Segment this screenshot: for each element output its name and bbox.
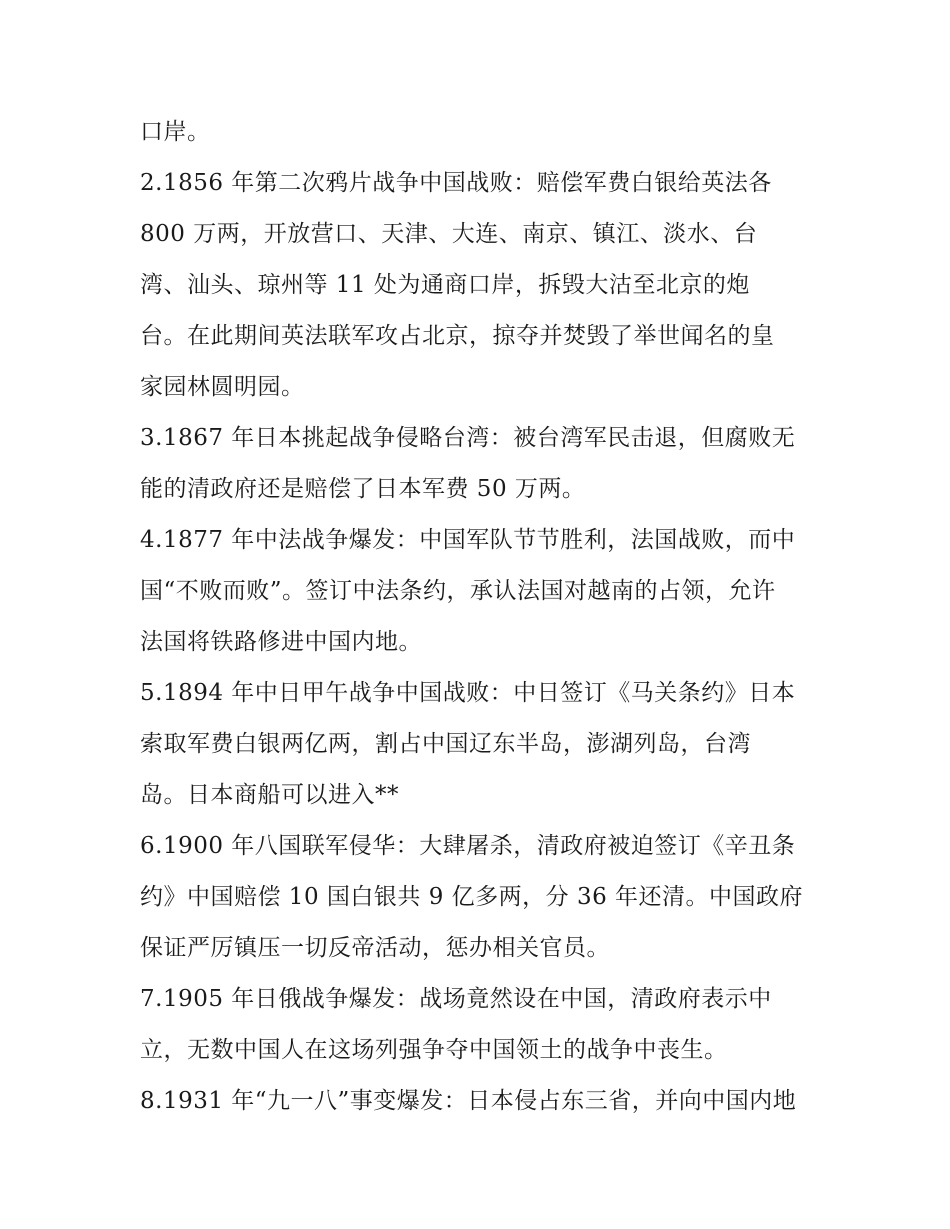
text-line: 4.1877 年中法战争爆发：中国军队节节胜利，法国战败，而中: [140, 527, 796, 553]
text-line: 8.1931 年“九一八”事变爆发：日本侵占东三省，并向中国内地: [140, 1088, 797, 1114]
text-line: 立，无数中国人在这场列强争夺中国领土的战争中丧生。: [140, 1037, 728, 1063]
document-body: [140, 107, 820, 1127]
text-line: 6.1900 年八国联军侵华：大肆屠杀，清政府被迫签订《辛丑条: [140, 833, 796, 859]
text-line: 2.1856 年第二次鸦片战争中国战败：赔偿军费白银给英法各: [140, 170, 772, 196]
text-line: 口岸。: [140, 119, 211, 145]
text-line: 7.1905 年日俄战争爆发：战场竟然设在中国，清政府表示中: [140, 986, 772, 1012]
text-line: 家园林圆明园。: [140, 374, 305, 400]
text-line: 湾、汕头、琼州等 11 处为通商口岸，拆毁大沽至北京的炮: [140, 272, 750, 298]
text-line: 岛。日本商船可以进入**: [140, 782, 399, 808]
text-line: 法国将铁路修进中国内地。: [140, 629, 422, 655]
text-line: 800 万两，开放营口、天津、大连、南京、镇江、淡水、台: [140, 221, 758, 247]
text-line: 5.1894 年中日甲午战争中国战败：中日签订《马关条约》日本: [140, 680, 796, 706]
text-line: 约》中国赔偿 10 国白银共 9 亿多两，分 36 年还清。中国政府: [140, 884, 804, 910]
text-line: 索取军费白银两亿两，割占中国辽东半岛，澎湖列岛，台湾: [140, 731, 751, 757]
text-line: 保证严厉镇压一切反帝活动，惩办相关官员。: [140, 935, 610, 961]
text-line: 能的清政府还是赔偿了日本军费 50 万两。: [140, 476, 586, 502]
text-line: 国“不败而败”。签订中法条约，承认法国对越南的占领，允许: [140, 578, 776, 604]
text-line: 台。在此期间英法联军攻占北京，掠夺并焚毁了举世闻名的皇: [140, 323, 775, 349]
text-line: 3.1867 年日本挑起战争侵略台湾：被台湾军民击退，但腐败无: [140, 425, 796, 451]
